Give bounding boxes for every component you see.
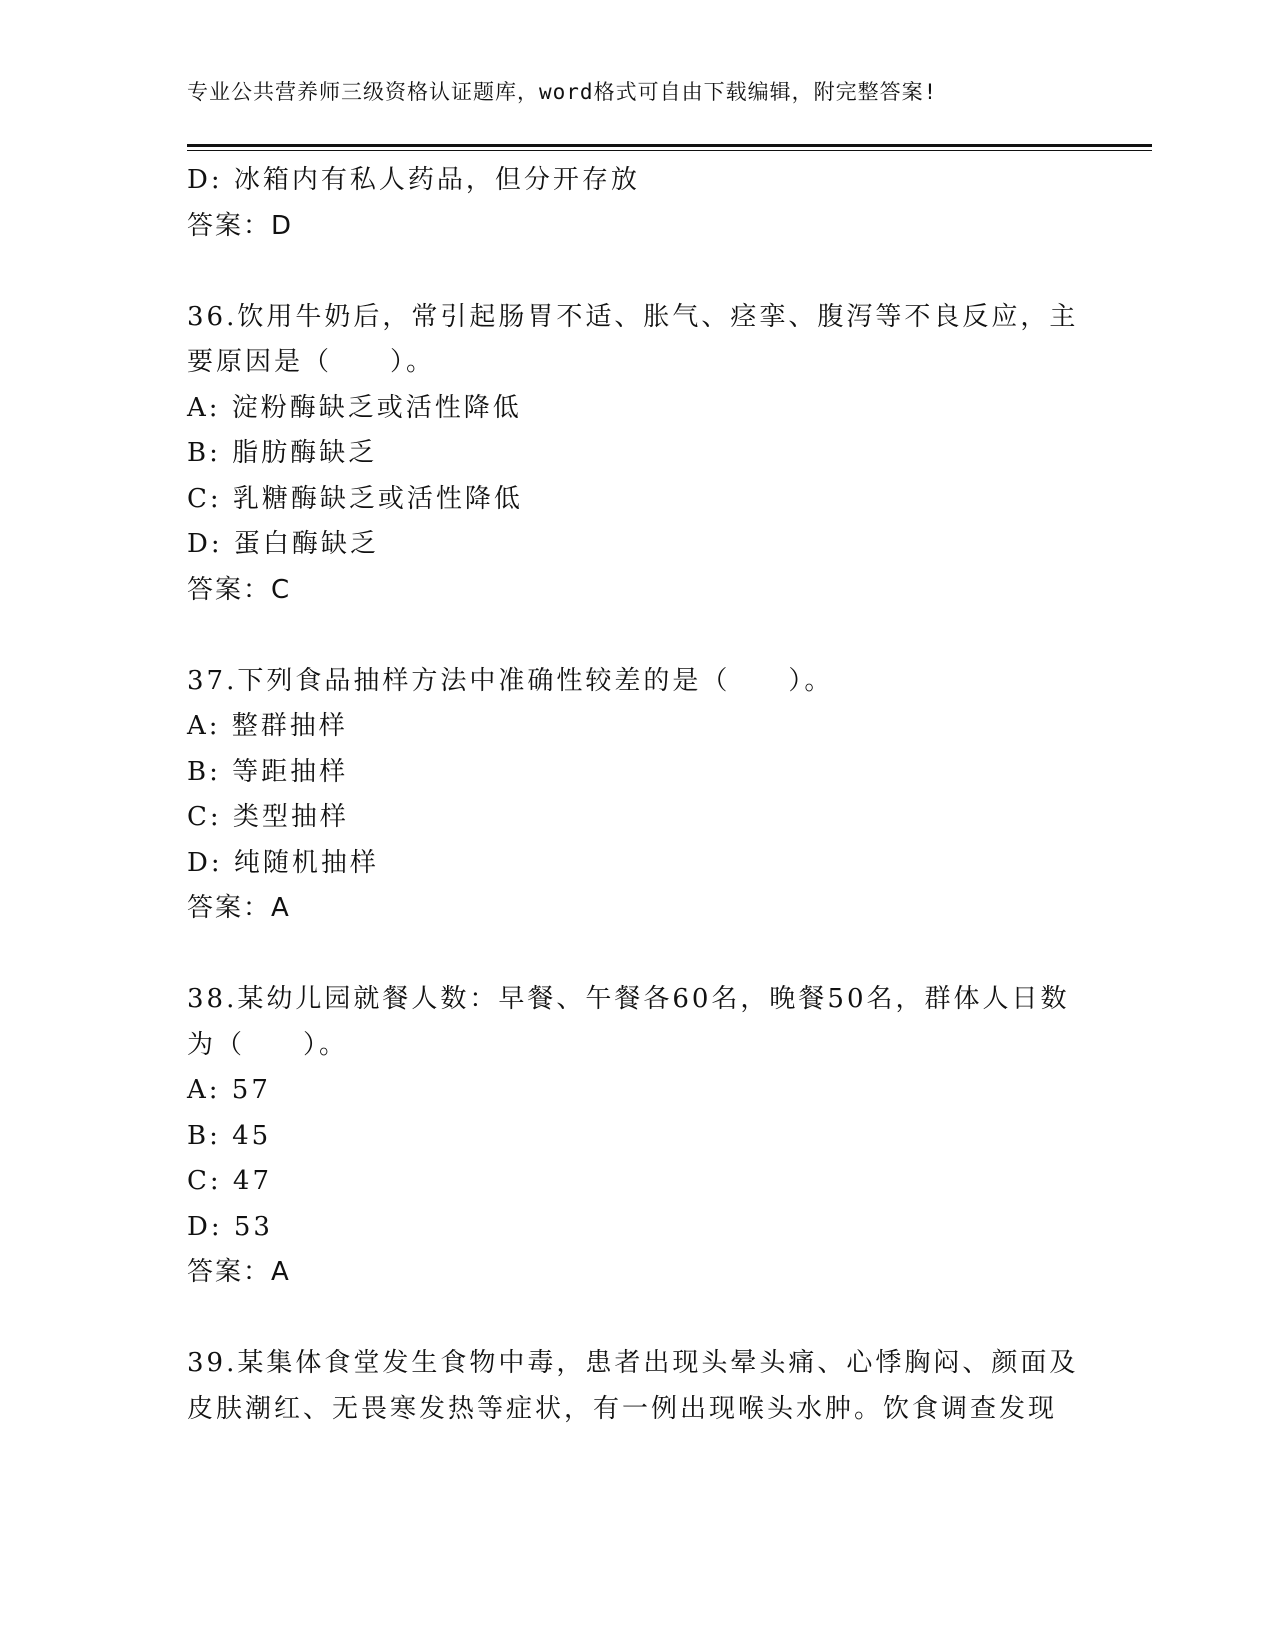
option-line: C: 47 <box>187 1166 273 1196</box>
question-line: 要原因是（ ）。 <box>187 347 436 377</box>
answer-line: 答案：A <box>187 893 291 923</box>
block-gap <box>187 932 1087 978</box>
block-gap <box>187 1296 1087 1342</box>
answer-line: 答案：D <box>187 210 294 241</box>
answer-line: 答案：C <box>187 574 292 605</box>
option-line: B: 45 <box>187 1120 272 1151</box>
option-line: C: 乳糖酶缺乏或活性降低 <box>187 483 523 514</box>
option-line: A: 淀粉酶缺乏或活性降低 <box>187 392 522 423</box>
question-line: 37.下列食品抽样方法中准确性较差的是（ ）。 <box>187 665 834 696</box>
question-line: 38.某幼儿园就餐人数：早餐、午餐各60名，晚餐50名，群体人日数 <box>187 984 1070 1014</box>
option-line: B: 脂肪酶缺乏 <box>187 438 378 468</box>
option-line: C: 类型抽样 <box>187 802 349 832</box>
question-line: 皮肤潮红、无畏寒发热等症状，有一例出现喉头水肿。饮食调查发现 <box>187 1393 1058 1424</box>
option-line: D: 蛋白酶缺乏 <box>187 529 379 559</box>
block-gap <box>187 249 1087 295</box>
option-line: D: 53 <box>187 1211 273 1242</box>
block-gap <box>187 613 1087 659</box>
question-line: 为（ ）。 <box>187 1029 349 1060</box>
answer-line: 答案：A <box>187 1257 291 1287</box>
question-line: 39.某集体食堂发生食物中毒，患者出现头晕头痛、心悸胸闷、颜面及 <box>187 1348 1079 1378</box>
option-line: B: 等距抽样 <box>187 756 349 787</box>
question-line: 36.饮用牛奶后，常引起肠胃不适、胀气、痉挛、腹泻等不良反应，主 <box>187 301 1079 332</box>
header-rule-thin <box>187 150 1152 151</box>
page-header: 专业公共营养师三级资格认证题库，word格式可自由下载编辑，附完整答案! <box>187 80 938 104</box>
document-body <box>187 158 1087 1432</box>
option-line: D: 冰箱内有私人药品，但分开存放 <box>187 165 640 195</box>
option-line: A: 57 <box>187 1075 271 1105</box>
option-line: D: 纯随机抽样 <box>187 847 379 878</box>
header-rule-thick <box>187 144 1152 147</box>
option-line: A: 整群抽样 <box>187 711 348 741</box>
